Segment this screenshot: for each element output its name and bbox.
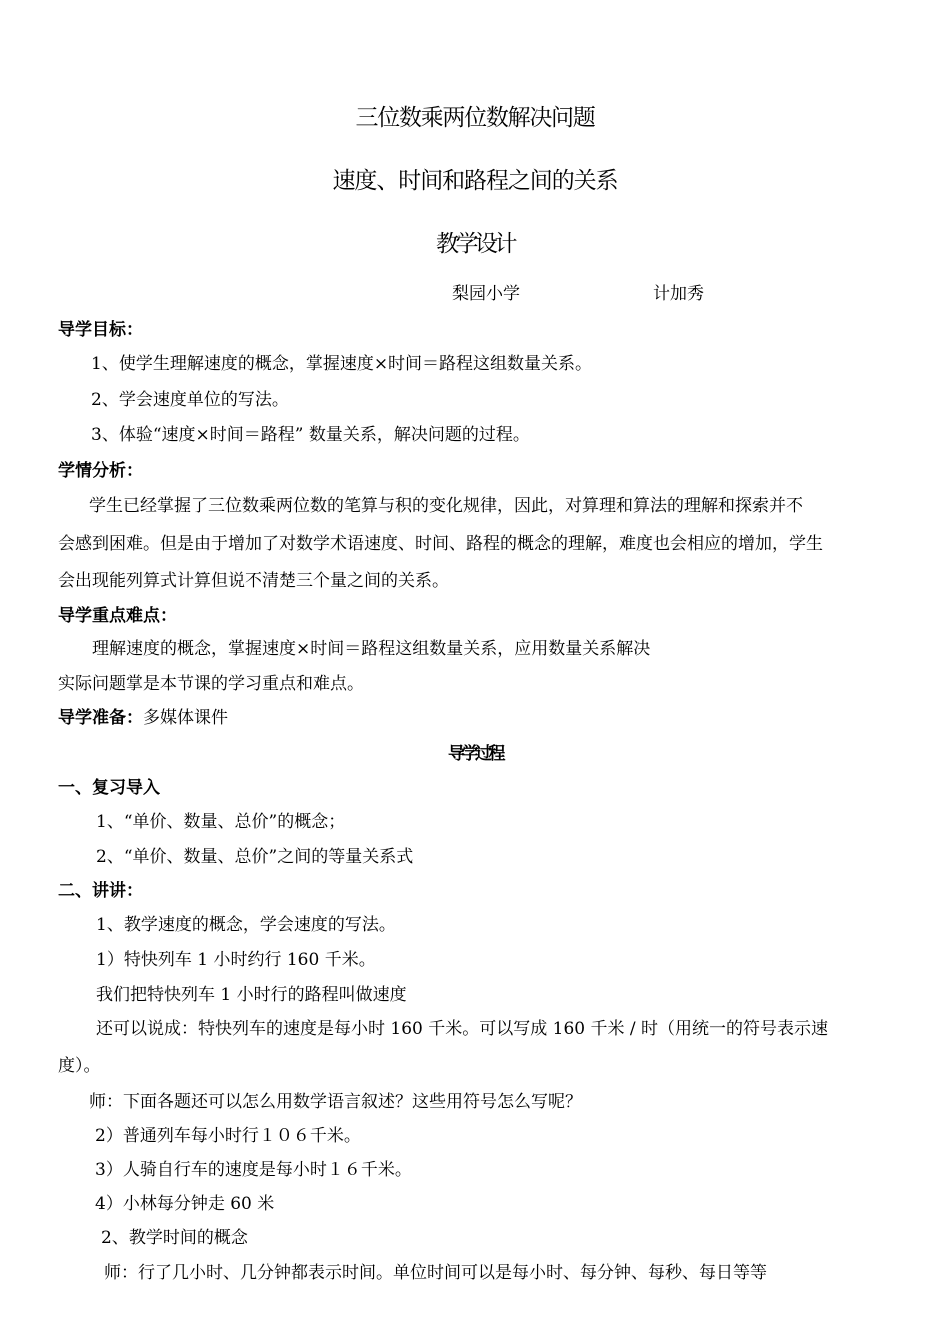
lecture-line-5: 度）。	[58, 1056, 101, 1076]
key-points-heading: 导学重点难点：	[58, 606, 177, 626]
goal-item-2: 2、学会速度单位的写法。	[91, 390, 289, 410]
review-heading: 一、复习导入	[58, 778, 160, 798]
author-school: 梨园小学	[452, 284, 520, 304]
goal-item-3: 3、体验“速度×时间＝路程” 数量关系，解决问题的过程。	[91, 425, 530, 445]
author-name: 计加秀	[653, 284, 704, 304]
document-subtitle: 速度、时间和路程之间的关系	[332, 168, 618, 194]
document-subtitle-design: 教学设计	[436, 231, 514, 257]
lecture-line-2: 1）特快列车 1 小时约行 160 千米。	[96, 950, 376, 970]
analysis-heading: 学情分析：	[58, 461, 143, 481]
lecture-heading: 二、讲讲：	[58, 881, 143, 901]
lecture-line-4: 还可以说成：特快列车的速度是每小时 160 千米。可以写成 160 千米 / 时（用统一的符号表示速	[96, 1019, 829, 1039]
lecture-line-3: 我们把特快列车 1 小时行的路程叫做速度	[96, 985, 407, 1005]
review-item-1: 1、“单价、数量、总价”的概念；	[96, 812, 346, 832]
lecture-line-11: 师：行了几小时、几分钟都表示时间。单位时间可以是每小时、每分钟、每秒、每日等等	[104, 1263, 767, 1283]
goal-item-1: 1、使学生理解速度的概念，掌握速度×时间＝路程这组数量关系。	[91, 354, 593, 374]
lecture-line-9: 4）小林每分钟走 60 米	[95, 1194, 275, 1214]
analysis-line-3: 会出现能列算式计算但说不清楚三个量之间的关系。	[58, 571, 449, 591]
lecture-line-7: 2）普通列车每小时行１０６千米。	[95, 1126, 361, 1146]
goals-heading: 导学目标：	[58, 320, 143, 340]
analysis-line-2: 会感到困难。但是由于增加了对数学术语速度、时间、路程的概念的理解，难度也会相应的增加，学生	[58, 534, 823, 554]
lecture-line-8: 3）人骑自行车的速度是每小时１６千米。	[95, 1160, 412, 1180]
review-item-2: 2、“单价、数量、总价”之间的等量关系式	[96, 847, 414, 867]
process-heading: 导学过程	[448, 744, 502, 764]
document-title: 三位数乘两位数解决问题	[355, 105, 595, 131]
lecture-line-1: 1、教学速度的概念，学会速度的写法。	[96, 915, 396, 935]
preparation-value: 多媒体课件	[143, 708, 228, 728]
analysis-line-1: 学生已经掌握了三位数乘两位数的笔算与积的变化规律，因此，对算理和算法的理解和探索并不	[89, 496, 803, 516]
preparation	[58, 707, 228, 729]
key-points-line-1: 理解速度的概念，掌握速度×时间＝路程这组数量关系，应用数量关系解决	[92, 639, 651, 659]
lecture-line-10: 2、教学时间的概念	[101, 1228, 248, 1248]
preparation-label: 导学准备：	[58, 708, 143, 728]
key-points-line-2: 实际问题掌是本节课的学习重点和难点。	[58, 674, 364, 694]
lecture-line-6: 师：下面各题还可以怎么用数学语言叙述？这些用符号怎么写呢？	[89, 1092, 582, 1112]
